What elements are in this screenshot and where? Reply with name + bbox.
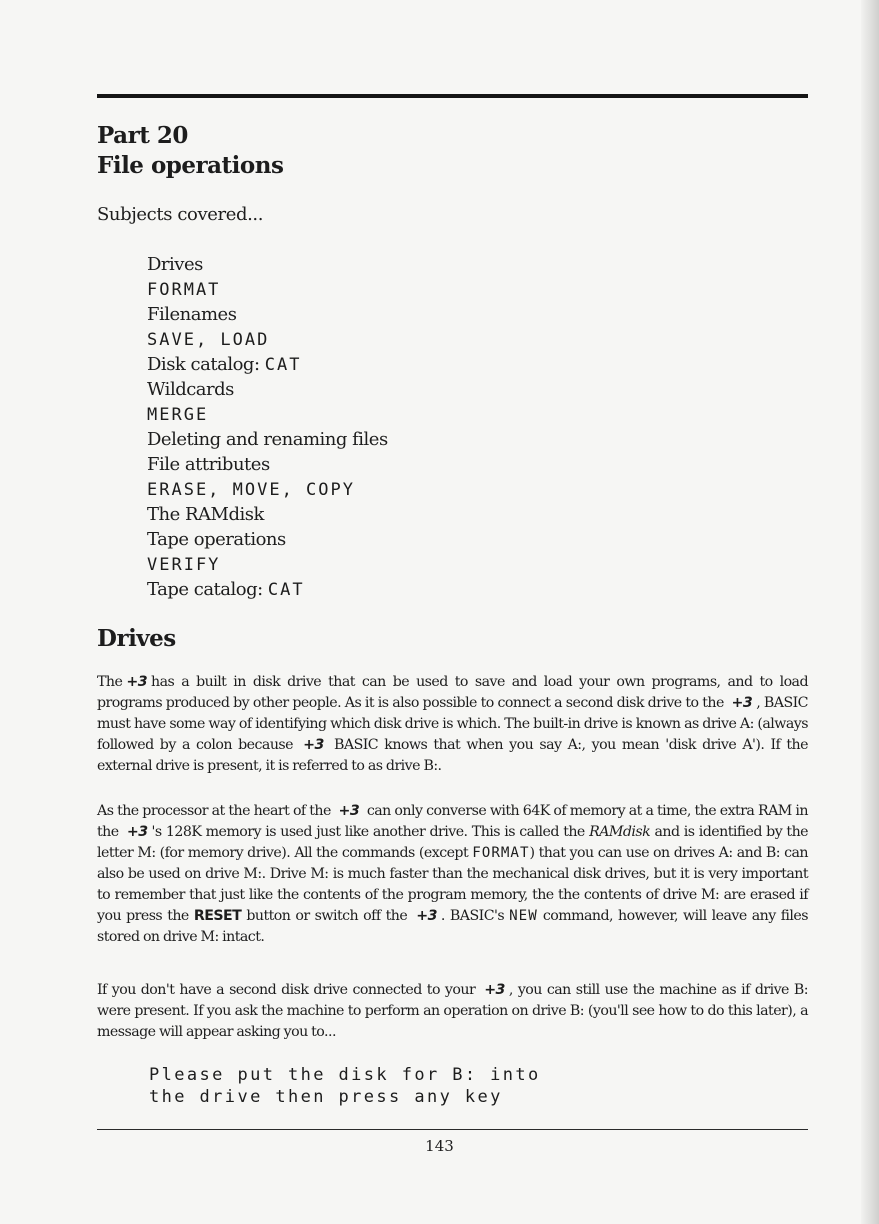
- list-item: The RAMdisk: [147, 504, 264, 525]
- list-item: File attributes: [147, 454, 270, 475]
- list-item: Tape operations: [147, 529, 286, 550]
- list-item: VERIFY: [147, 555, 221, 575]
- paragraph-second-drive: If you don't have a second disk drive connected to your +3 , you can still use the machine as if drive B: were present. If you ask the machine to perform an operation on drive B: (you'll see how to do this later), a message will appear asking you to...: [97, 982, 808, 1040]
- paragraph-ramdisk: As the processor at the heart of the +3 can only converse with 64K of memory at a time, the extra RAM in the +3 's 128K memory is used just like another drive. This is called the RAMdisk and is identified by the letter M: (for memory drive). All the commands (except FORMAT) that you can use on drives A: and B: can also be used on drive M:. Drive M: is much faster than the mechanical disk drives, but it is very important to remember that just like the contents of the program memory, the the contents of drive M: are erased if you press the RESET button or switch off the +3 . BASIC's NEW command, however, will leave any files stored on drive M: intact.: [97, 803, 809, 945]
- subjects-list: [147, 253, 388, 603]
- part-number: Part 20: [97, 122, 188, 149]
- list-item: Filenames: [147, 304, 237, 325]
- part-title: [97, 121, 283, 181]
- page-number: 143: [425, 1137, 454, 1155]
- disk-prompt-message: Please put the disk for B: into the drive then press any key: [149, 1065, 541, 1107]
- list-item: MERGE: [147, 405, 209, 425]
- section-heading-drives: Drives: [97, 625, 176, 652]
- list-item: Tape catalog: CAT: [147, 579, 305, 600]
- list-item: Wildcards: [147, 379, 234, 400]
- subjects-label: Subjects covered...: [97, 204, 264, 225]
- list-item: SAVE, LOAD: [147, 330, 270, 350]
- list-item: ERASE, MOVE, COPY: [147, 480, 355, 500]
- list-item: Disk catalog: CAT: [147, 354, 302, 375]
- list-item: Drives: [147, 254, 203, 275]
- page-edge-shadow: [861, 0, 879, 1224]
- part-name: File operations: [97, 152, 284, 179]
- bottom-rule: [97, 1129, 808, 1130]
- list-item: Deleting and renaming files: [147, 429, 388, 450]
- top-rule: [97, 94, 808, 98]
- list-item: FORMAT: [147, 280, 221, 300]
- paragraph-drives-intro: The +3 has a built in disk drive that can be used to save and load your own programs, and to load programs produced by other people. As it is also possible to connect a second disk drive to the +3 , BASIC must have some way of identifying which disk drive is which. The built-in drive is known as drive A: (always followed by a colon because +3 BASIC knows that when you say A:, you mean 'disk drive A'). If the external drive is present, it is referred to as drive B:.: [97, 674, 808, 774]
